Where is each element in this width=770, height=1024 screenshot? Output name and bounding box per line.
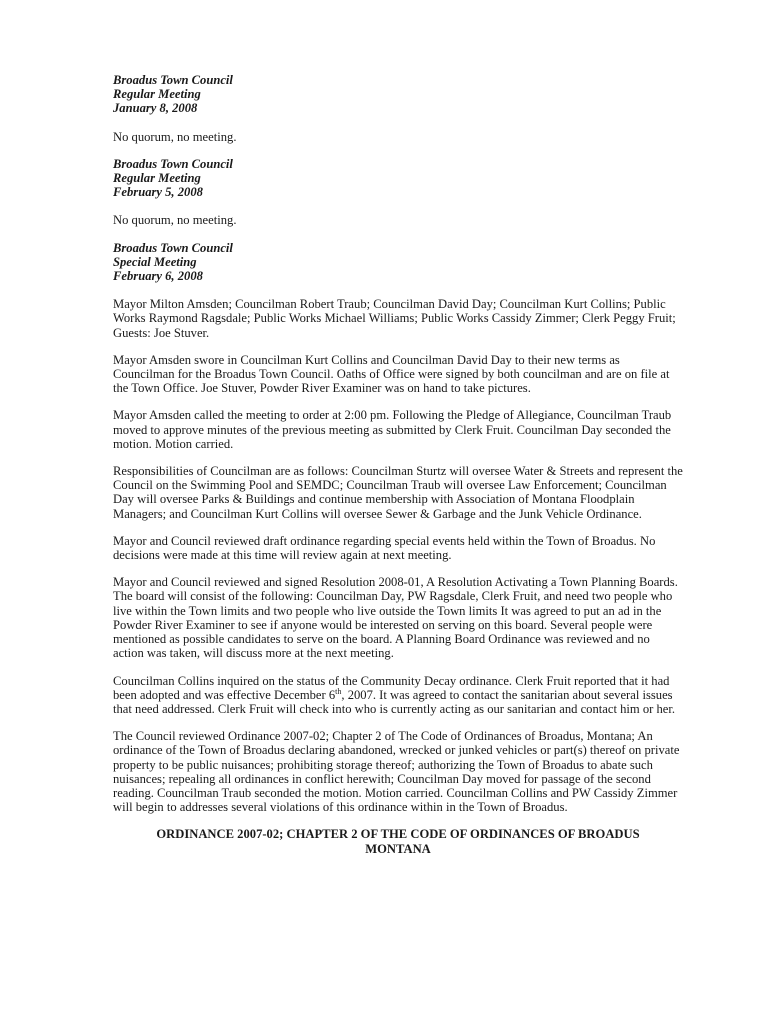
meeting-type: Special Meeting (113, 254, 197, 269)
council-name: Broadus Town Council (113, 156, 233, 171)
ordinal-suffix: th (335, 686, 342, 696)
council-name: Broadus Town Council (113, 240, 233, 255)
swearing-in-paragraph: Mayor Amsden swore in Councilman Kurt Collins and Councilman David Day to their new terms as Councilman for the Broadus Town Council. Oaths of Office were signed by both councilman and are on file at the Town Office. Joe Stuver, Powder River Examiner was on hand to take pictures. (113, 352, 670, 396)
meeting-type: Regular Meeting (113, 87, 201, 102)
special-events-paragraph: Mayor and Council reviewed draft ordinance regarding special events held within the Town of Broadus. No decisions were made at this time will review again at next meeting. (113, 533, 656, 563)
document-page (113, 73, 683, 856)
meeting-heading-feb-5 (113, 157, 683, 200)
meeting-note-feb-5: No quorum, no meeting. (113, 213, 237, 228)
ordinance-title: ORDINANCE 2007-02; CHAPTER 2 OF THE CODE OF ORDINANCES OF BROADUS MONTANA (156, 827, 640, 856)
call-to-order-paragraph: Mayor Amsden called the meeting to order at 2:00 pm. Following the Pledge of Allegiance, Councilman Traub moved to approve minutes of the previous meeting as submitted by Clerk Fruit. Councilman Day seconded the motion. Motion carried. (113, 408, 672, 451)
ordinance-review-paragraph: The Council reviewed Ordinance 2007-02; Chapter 2 of The Code of Ordinances of Broadus, Montana; An ordinance of the Town of Broadus declaring abandoned, wrecked or junked vehicles or part(s) thereof on private property to be public nuisances; prohibiting storage thereof; authorizing the Town of Broadus to abate such nuisances; repealing all ordinances in conflict herewith; Councilman Day moved for passage of the second reading. Councilman Traub seconded the motion. Motion carried. Councilman Collins and PW Cassidy Zimmer will begin to addresses several violations of this ordinance within in the Town of Broadus. (113, 729, 680, 815)
planning-board-paragraph: Mayor and Council reviewed and signed Resolution 2008-01, A Resolution Activating a Town Planning Boards. The board will consist of the following: Councilman Day, PW Ragsdale, Clerk Fruit, and need two people who live within the Town limits and two people who live outside the Town limits It was agreed to put an ad in the Powder River Examiner to see if anyone would be interested on serving on this board. Several people were mentioned as possible candidates to serve on the board. A Planning Board Ordinance was reviewed and no action was taken, will discuss more at the next meeting. (113, 575, 678, 661)
meeting-note-jan-8: No quorum, no meeting. (113, 129, 237, 144)
decay-text-before: Councilman Collins inquired on the status of the Community Decay ordinance. Clerk Fruit reported that it had been adopted and was effective December 6 (113, 673, 670, 702)
meeting-heading-jan-8 (113, 73, 683, 116)
meeting-date: January 8, 2008 (113, 101, 198, 116)
council-name: Broadus Town Council (113, 73, 233, 87)
decay-text-after: , 2007. It was agreed to contact the sanitarian about several issues that need addressed. Clerk Fruit will check into who is currently acting as our sanitarian and contact him or her. (113, 687, 676, 716)
meeting-date: February 5, 2008 (113, 185, 203, 200)
meeting-date: February 6, 2008 (113, 269, 203, 284)
community-decay-paragraph (113, 674, 683, 717)
attendance-paragraph: Mayor Milton Amsden; Councilman Robert Traub; Councilman David Day; Councilman Kurt Collins; Public Works Raymond Ragsdale; Public Works Michael Williams; Public Works Cassidy Zimmer; Clerk Peggy Fruit; Guests: Joe Stuver. (113, 297, 676, 340)
meeting-heading-feb-6 (113, 241, 683, 284)
responsibilities-paragraph: Responsibilities of Councilman are as follows: Councilman Sturtz will oversee Water & Streets and represent the Council on the Swimming Pool and SEMDC; Councilman Traub will oversee Law Enforcement; Councilman Day will oversee Parks & Buildings and continue membership with Association of Montana Floodplain Managers; and Councilman Kurt Collins will oversee Sewer & Garbage and the Junk Vehicle Ordinance. (113, 464, 683, 521)
meeting-type: Regular Meeting (113, 171, 201, 186)
